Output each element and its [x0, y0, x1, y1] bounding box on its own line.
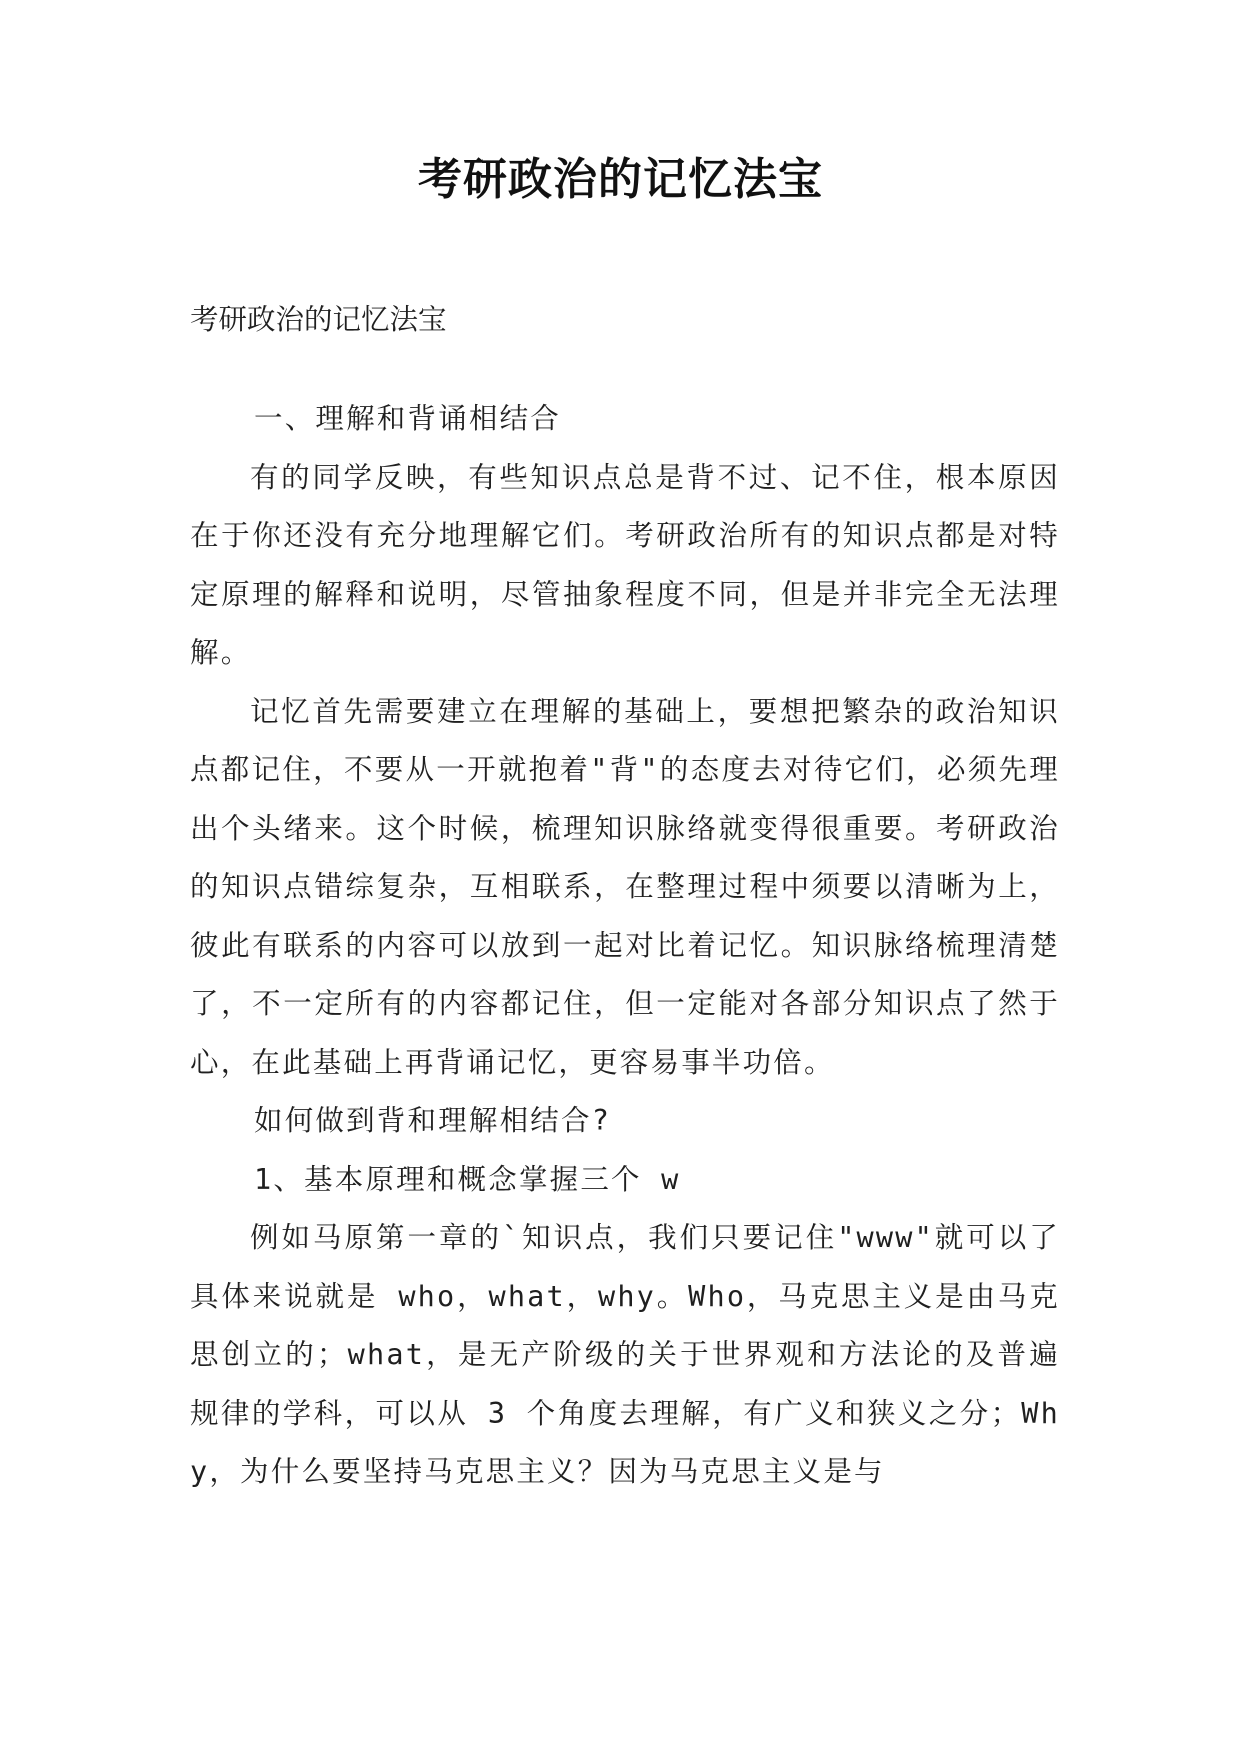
document-subtitle: 考研政治的记忆法宝 — [190, 303, 447, 336]
paragraph-spacer — [190, 350, 1060, 390]
subsection-heading-three-w: 1、基本原理和概念掌握三个 w — [254, 1162, 681, 1196]
paragraph-memory-basis: 记忆首先需要建立在理解的基础上，要想把繁杂的政治知识点都记住，不要从一开就抱着"背"的态度去对待它们，必须先理出个头绪来。这个时候，梳理知识脉络就变得很重要。考研政治的知识点错综复杂，互相联系，在整理过程中须要以清晰为上，彼此有联系的内容可以放到一起对比着记忆。知识脉络梳理清楚了，不一定所有的内容都记住，但一定能对各部分知识点了然于心，在此基础上再背诵记忆，更容易事半功倍。 — [190, 694, 1060, 1079]
paragraph-example: 例如马原第一章的`知识点，我们只要记住"www"就可以了具体来说就是 who，what，why。Who，马克思主义是由马克思创立的；what，是无产阶级的关于世界观和方法论的及普遍规律的学科，可以从 3 个角度去理解，有广义和狭义之分；Why，为什么要坚持马克思主义？因为马克思主义是与 — [190, 1221, 1060, 1488]
document-body — [190, 290, 1060, 1502]
question-heading: 如何做到背和理解相结合? — [254, 1104, 612, 1137]
document-title: 考研政治的记忆法宝 — [418, 154, 823, 205]
paragraph-intro: 有的同学反映，有些知识点总是背不过、记不住，根本原因在于你还没有充分地理解它们。考研政治所有的知识点都是对特定原理的解释和说明，尽管抽象程度不同，但是并非完全无法理解。 — [190, 460, 1060, 669]
section-heading-understanding: 一、理解和背诵相结合 — [254, 402, 562, 435]
